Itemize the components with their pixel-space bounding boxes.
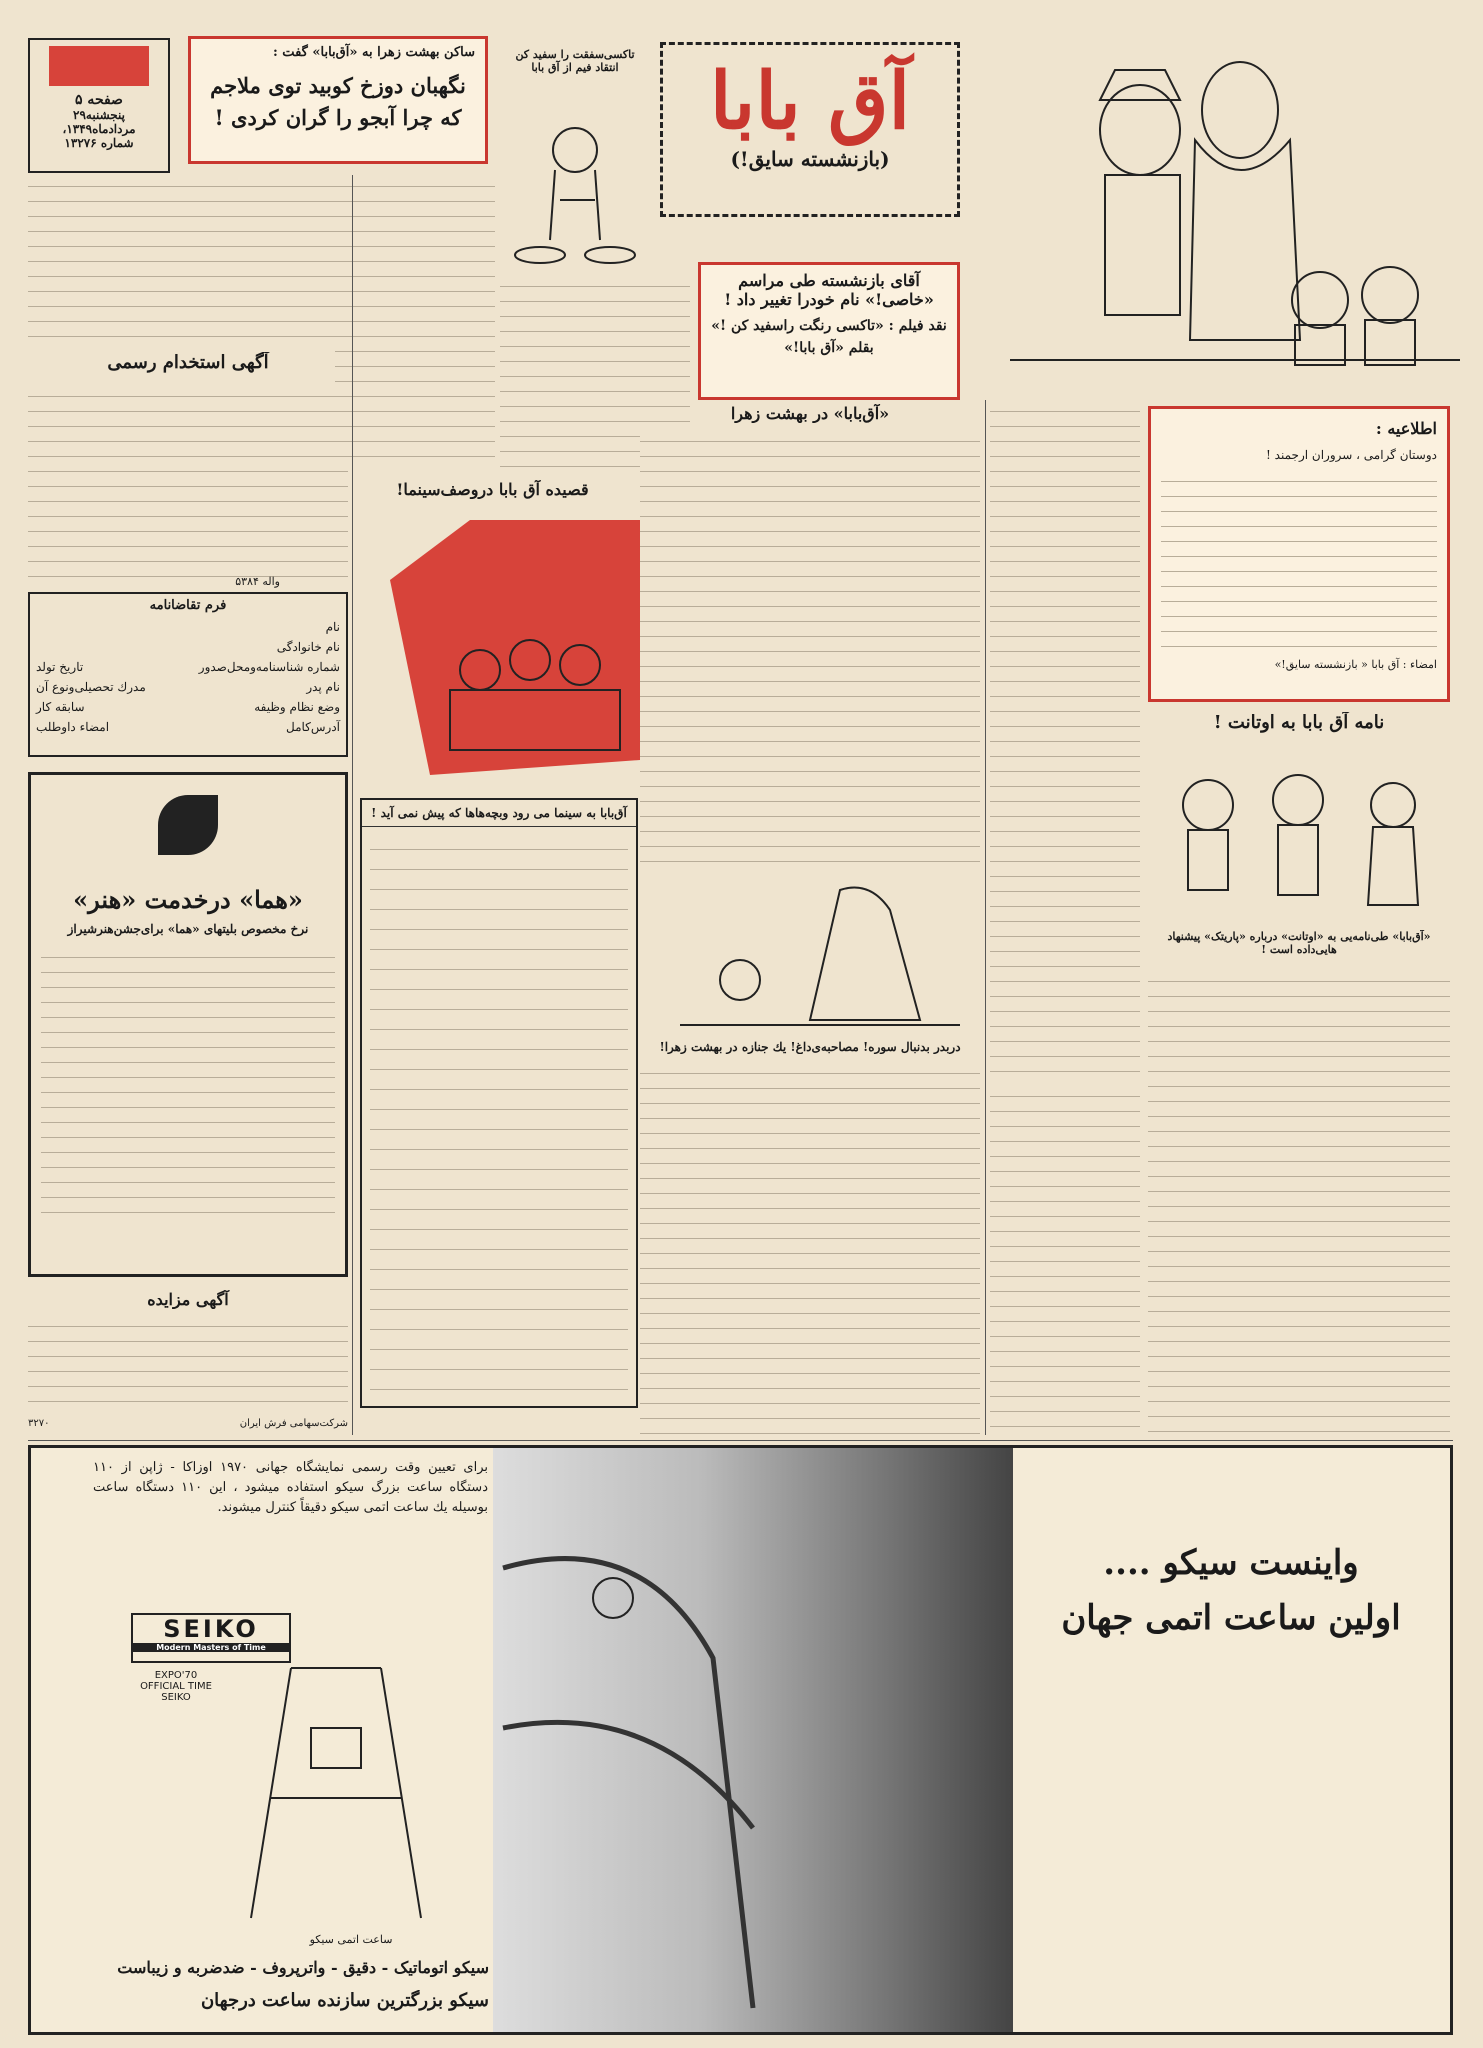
seiko-slogan-1: واینست سیکو ....: [1103, 1543, 1359, 1583]
notice-title: اطلاعیه :: [1375, 419, 1437, 438]
seiko-ad: [28, 1445, 1453, 2035]
graveyard-cartoon: [660, 870, 980, 1040]
top-quote: [188, 36, 488, 164]
poem-box: [360, 798, 638, 1408]
seiko-logo: [131, 1613, 291, 1663]
form-row-1: [30, 617, 346, 637]
page-number: صفحه ۵: [75, 92, 123, 108]
poem-intro: آق‌بابا به سینما می رود وبچه‌ها‌ها که پیش نمی آید !: [362, 800, 636, 827]
form-field-degree[interactable]: مدرك تحصیلی‌ونوع آن: [36, 680, 146, 694]
taxi-caption-line1: تاکسی‌سفقت را سفید کن: [515, 48, 635, 61]
job-ad-body: [28, 385, 348, 585]
form-field-military[interactable]: وضع نظام وظیفه: [254, 700, 340, 714]
form-field-father[interactable]: نام پدر: [306, 680, 340, 694]
form-row-6: [30, 717, 346, 737]
retire-line1: آقای بازنشسته طی مراسم: [738, 271, 920, 290]
form-field-birth[interactable]: تاریخ تولد: [36, 660, 84, 674]
notice-signature: امضاء : آق بابا « بازنشسته سایق!»: [1274, 658, 1437, 671]
form-row-4: [30, 677, 346, 697]
retire-line2: «خاصی!» نام خودرا تغییر داد !: [724, 290, 934, 309]
seiko-brand: SEIKO: [163, 1615, 259, 1643]
logo-icon: [49, 46, 149, 86]
homa-sub: نرخ مخصوص بلیتهای «هما» برای‌جشن‌هنرشیراز: [67, 922, 309, 936]
form-row-2: [30, 637, 346, 657]
retire-headline: [698, 262, 960, 400]
poem-text: [370, 835, 628, 1395]
zahra-body-2: [640, 1062, 980, 1437]
date-date: مرداد‌ماه۱۳۴۹،: [62, 122, 136, 136]
job-ad-date: واله ۵۳۸۴: [235, 575, 280, 588]
retire-line3: نقد فیلم : «تاکسی رنگت راسفید کن !» بقلم «آق بابا!»: [711, 318, 947, 356]
seiko-footer-1: سیکو اتوماتیک - دقیق - واترپروف - ضدضربه و زیباست: [117, 1958, 489, 1977]
application-form: [28, 592, 348, 757]
graveyard-caption: دربدر بدنبال سوره! مصاحبه‌ی‌داغ! یك جنازه در بهشت زهرا!: [659, 1040, 961, 1054]
masthead: [660, 42, 960, 217]
section-divider: [28, 1440, 1453, 1441]
homa-headline: «هما» درخدمت «هنر»: [73, 885, 303, 914]
auction-company: شرکت‌سهامی فرش ایران: [239, 1418, 348, 1429]
auction-footer: [28, 1418, 348, 1429]
article-bottom-right: [990, 1085, 1140, 1435]
seiko-photo: [493, 1448, 1013, 2032]
auction-title: آگهی مزایده: [147, 1290, 229, 1309]
auction-number: ۳۲۷۰: [28, 1418, 50, 1429]
date-box: [28, 38, 170, 173]
notice-greeting: دوستان گرامی ، سروران ارجمند !: [1266, 448, 1437, 462]
article-mid-right: [990, 400, 1140, 1080]
poem-illustration: [390, 520, 640, 775]
form-field-experience[interactable]: سابقه کار: [36, 700, 85, 714]
form-row-3: [30, 657, 346, 677]
homa-ad: [28, 772, 348, 1277]
job-ad-title: آگهی استخدام رسمی: [107, 352, 269, 373]
masthead-title: آق بابا: [709, 56, 911, 147]
masthead-subtitle: (بازنشسته سایق!): [730, 147, 890, 171]
taxi-caption-line2: انتقاد فیم از آق بابا: [531, 61, 619, 74]
seiko-tower: [231, 1658, 441, 1938]
quote-kicker: ساکن بهشت زهرا به «آق‌بابا» گفت :: [272, 45, 475, 60]
form-field-signature[interactable]: امضاء داوطلب: [36, 720, 110, 734]
seiko-atomic-caption: ساعت اتمی سیکو: [309, 1933, 393, 1946]
taxi-caption: [500, 48, 650, 98]
seiko-brand-sub: Modern Masters of Time: [133, 1643, 289, 1652]
zahra-headline: «آق‌بابا» در بهشت زهرا: [730, 404, 890, 423]
letter-title: نامه آق بابا به اوتانت !: [1213, 712, 1385, 733]
seiko-top-text: برای تعیین وقت رسمی نمایشگاه جهانی ۱۹۷۰ اوزاکا - ژاپن از ۱۱۰ دستگاه ساعت بزرگ سیکو استفاده میشود ، این ۱۱۰ دستگاه ساعت بوسیله یك ساعت اتمی سیکو دقیقاً کنترل میشوند.: [93, 1460, 488, 1515]
form-title: فرم تقاضانامه: [149, 598, 227, 613]
seiko-footer-2: سیکو بزرگترین سازنده ساعت درجهان: [200, 1990, 489, 2011]
zahra-body: [640, 430, 980, 870]
article-column-b: [335, 175, 495, 465]
quote-headline: نگهبان دوزخ کوبید توی ملاجم که چرا آبجو را گران کردی !: [210, 73, 466, 130]
seiko-slogan-2: اولین ساعت اتمی جهان: [1061, 1598, 1401, 1638]
form-field-family[interactable]: نام خانوادگی: [276, 640, 340, 654]
homa-logo-icon: [158, 795, 218, 855]
column-divider: [985, 400, 986, 1435]
column-divider: [352, 175, 353, 1435]
taxi-cartoon: [500, 110, 650, 270]
letter-body: [1148, 970, 1450, 1435]
letter-cartoon: [1148, 745, 1450, 925]
auction-body: [28, 1315, 348, 1415]
notice-box: [1148, 406, 1450, 702]
seiko-expo: EXPO'70 OFFICIAL TIME SEIKO: [140, 1670, 212, 1703]
form-field-name[interactable]: نام: [325, 620, 340, 634]
notice-body: [1161, 470, 1437, 650]
poem-headline: قصیده آق بابا دروصف‌سینما!: [396, 480, 589, 499]
issue-number: شماره ۱۳۲۷۶: [64, 136, 134, 150]
cartoon-family: [990, 40, 1465, 370]
form-field-id[interactable]: شماره شناسنامه‌ومحل‌صدور: [198, 660, 340, 674]
letter-caption: «آق‌بابا» طی‌نامه‌یی به «اوتانت» درباره «پاریتک» پیشنهاد هایی‌داده است !: [1167, 930, 1431, 956]
date-day: پنجشنبه۲۹: [73, 108, 125, 122]
homa-body: [41, 946, 335, 1226]
form-field-address[interactable]: آدرس‌کامل: [285, 720, 340, 734]
form-row-5: [30, 697, 346, 717]
